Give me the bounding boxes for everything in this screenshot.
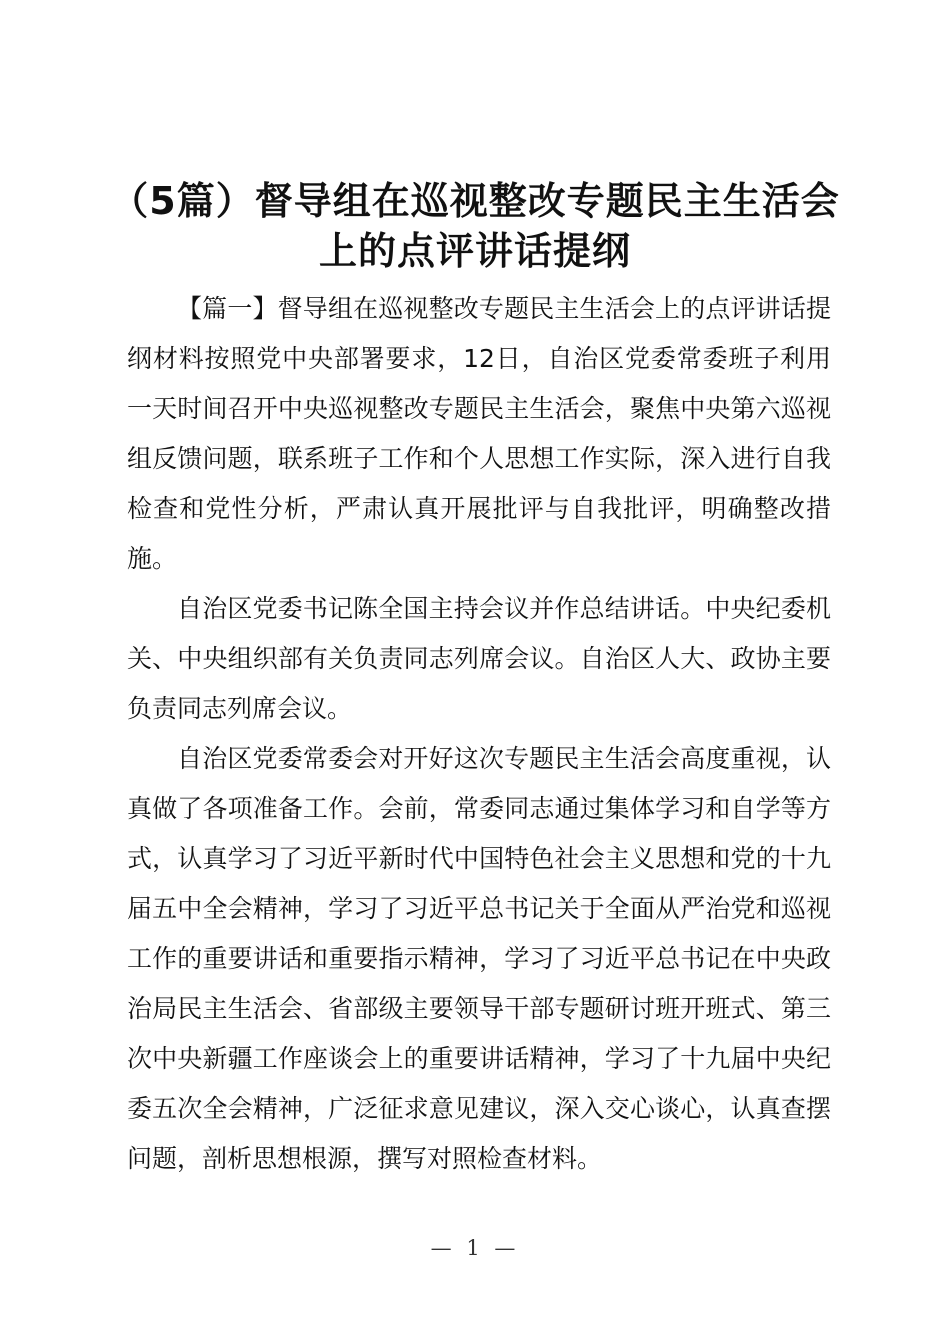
document-body — [127, 284, 831, 1184]
document-title: （5篇）督导组在巡视整改专题民主生活会上的点评讲话提纲 — [110, 179, 840, 273]
paragraph-2: 自治区党委书记陈全国主持会议并作总结讲话。中央纪委机关、中央组织部有关负责同志列席会议。自治区人大、政协主要负责同志列席会议。 — [127, 594, 831, 723]
paragraph-3: 自治区党委常委会对开好这次专题民主生活会高度重视，认真做了各项准备工作。会前，常委同志通过集体学习和自学等方式，认真学习了习近平新时代中国特色社会主义思想和党的十九届五中全会精神，学习了习近平总书记关于全面从严治党和巡视工作的重要讲话和重要指示精神，学习了习近平总书记在中央政治局民主生活会、省部级主要领导干部专题研讨班开班式、第三次中央新疆工作座谈会上的重要讲话精神，学习了十九届中央纪委五次全会精神，广泛征求意见建议，深入交心谈心，认真查摆问题，剖析思想根源，撰写对照检查材料。 — [127, 744, 831, 1173]
page-number: — 1 — — [430, 1236, 520, 1260]
paragraph-1: 【篇一】督导组在巡视整改专题民主生活会上的点评讲话提纲材料按照党中央部署要求，12日，自治区党委常委班子利用一天时间召开中央巡视整改专题民主生活会，聚焦中央第六巡视组反馈问题，联系班子工作和个人思想工作实际，深入进行自我检查和党性分析，严肃认真开展批评与自我批评，明确整改措施。 — [127, 294, 831, 573]
